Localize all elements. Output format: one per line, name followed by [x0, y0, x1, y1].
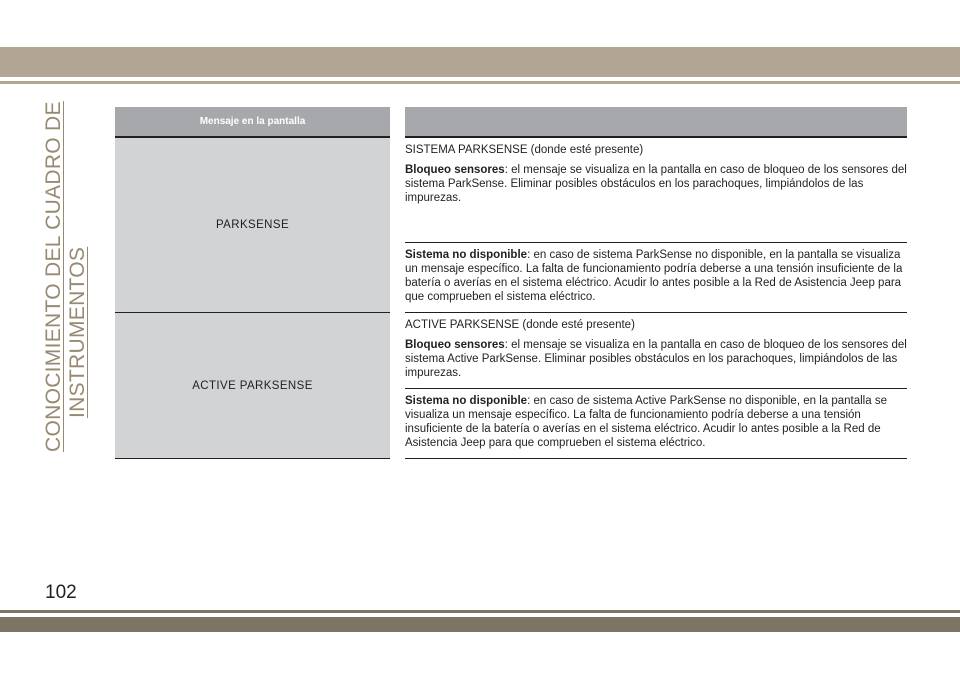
table-header-row [115, 107, 907, 137]
table-row [115, 137, 907, 243]
message-label-parksense: PARKSENSE [115, 137, 390, 313]
description-text: : en caso de sistema ParkSense no disponible, en la pantalla se visualiza un mensaje específico. La falta de funcionamiento podría deberse a una tensión insuficiente de la batería o averías en el sistema eléctrico. Acudir lo antes posible a la Red de Asistencia Jeep para que comprueben el sistema eléctrico. [405, 249, 903, 303]
side-title-line-1: CONOCIMIENTO DEL CUADRO DE [42, 101, 65, 452]
table-header-gap [390, 107, 405, 137]
side-title-line-2: INSTRUMENTOS [66, 246, 89, 418]
description-cell [405, 389, 907, 459]
top-decorative-line [0, 81, 960, 84]
top-decorative-band [0, 47, 960, 77]
table-gap-cell [390, 137, 405, 313]
description-cell [405, 313, 907, 389]
description-cell [405, 137, 907, 243]
table-header-message: Mensaje en la pantalla [115, 107, 390, 137]
description-term: Bloqueo sensores [405, 339, 505, 351]
display-messages-table [115, 107, 907, 459]
bottom-decorative-band [0, 617, 960, 632]
message-label-active-parksense: ACTIVE PARKSENSE [115, 313, 390, 459]
table-row [115, 313, 907, 389]
system-heading: SISTEMA PARKSENSE (donde esté presente) [405, 144, 644, 156]
description-term: Sistema no disponible [405, 395, 528, 407]
description-cell [405, 243, 907, 313]
table-gap-cell [390, 313, 405, 459]
bottom-decorative-line [0, 610, 960, 613]
description-text: : el mensaje se visualiza en la pantalla en caso de bloqueo de los sensores del sistema Active ParkSense. Eliminar posibles obstáculos en los parachoques, limpiándolos de las impurezas. [405, 339, 907, 379]
description-term: Sistema no disponible [405, 249, 528, 261]
description-term: Bloqueo sensores [405, 164, 505, 176]
description-text: : en caso de sistema Active ParkSense no disponible, en la pantalla se visualiza un mensaje específico. La falta de funcionamiento podría deberse a una tensión insuficiente de la batería o averías en el sistema eléctrico. Acudir lo antes posible a la Red de Asistencia Jeep para que comprueben el sistema eléctrico. [405, 395, 887, 449]
page-number: 102 [45, 582, 77, 603]
description-text: : el mensaje se visualiza en la pantalla en caso de bloqueo de los sensores del sistema ParkSense. Eliminar posibles obstáculos en los parachoques, limpiándolos de las impurezas. [405, 164, 907, 204]
system-heading: ACTIVE PARKSENSE (donde esté presente) [405, 319, 635, 331]
table-header-description [405, 107, 907, 137]
section-side-title [42, 92, 90, 452]
